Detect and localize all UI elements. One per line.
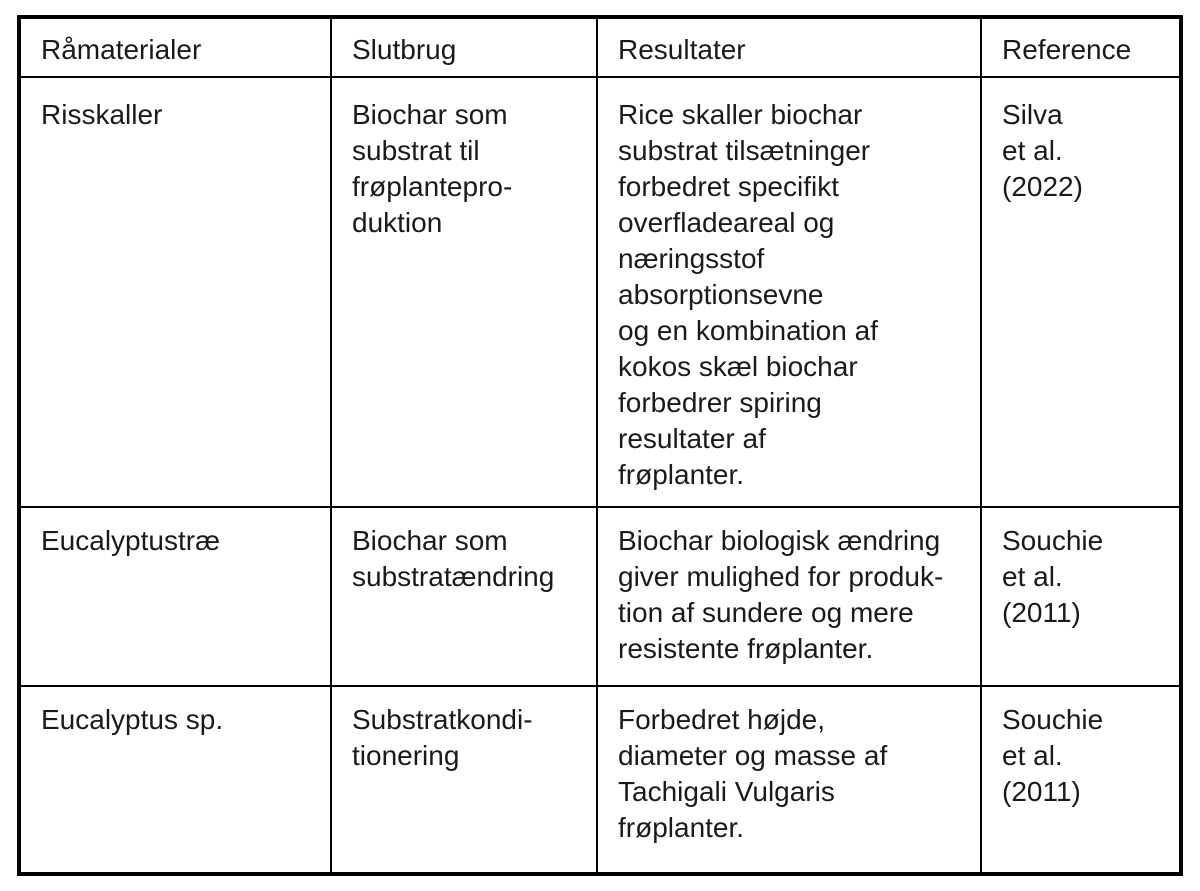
cell-line: Biochar som [352,99,508,130]
cell-line: diameter og masse af [618,740,888,771]
cell-line: resistente frøplanter. [618,633,874,664]
cell-end-use [331,77,597,507]
cell-reference [981,507,1179,686]
cell-line: Silva [1002,99,1063,130]
cell-line: tionering [352,740,460,771]
cell-line: absorptionsevne [618,279,824,310]
cell-line: overfladeareal og [618,207,835,238]
table-header-row [21,19,1179,77]
cell-line: substrat tilsætninger [618,135,871,166]
header-end-use: Slutbrug [331,19,597,77]
cell-raw-material [21,507,331,686]
cell-line: frøplantepro- [352,171,513,202]
cell-line: (2022) [1002,171,1083,202]
header-raw-material: Råmaterialer [21,19,331,77]
cell-line: Biochar som [352,525,508,556]
cell-results [597,686,981,876]
header-results: Resultater [597,19,981,77]
cell-raw-material [21,686,331,876]
cell-line: resultater af [618,423,766,454]
cell-line: et al. [1002,561,1063,592]
table-row [21,507,1179,686]
cell-line: Eucalyptus sp. [41,704,224,735]
data-table-frame [17,15,1183,876]
cell-line: giver mulighed for produk- [618,561,944,592]
cell-end-use [331,686,597,876]
table-row [21,686,1179,876]
table-row [21,77,1179,507]
cell-line: Biochar biologisk ændring [618,525,941,556]
cell-line: forbedret specifikt [618,171,839,202]
header-reference: Reference [981,19,1179,77]
cell-line: Tachigali Vulgaris [618,776,835,807]
cell-line: duktion [352,207,443,238]
cell-line: forbedrer spiring [618,387,822,418]
cell-line: frøplanter. [618,459,745,490]
cell-line: næringsstof [618,243,765,274]
cell-line: frøplanter. [618,812,745,843]
cell-line: Souchie [1002,525,1104,556]
cell-line: substrat til [352,135,480,166]
cell-line: tion af sundere og mere [618,597,914,628]
cell-results [597,77,981,507]
cell-line: substratændring [352,561,555,592]
cell-line: et al. [1002,740,1063,771]
cell-raw-material [21,77,331,507]
cell-line: kokos skæl biochar [618,351,858,382]
cell-line: (2011) [1002,776,1081,807]
cell-line: (2011) [1002,597,1081,628]
cell-reference [981,77,1179,507]
cell-line: Forbedret højde, [618,704,825,735]
cell-results [597,507,981,686]
data-table [21,19,1179,876]
cell-line: Substratkondi- [352,704,533,735]
cell-reference [981,686,1179,876]
cell-line: Eucalyptustræ [41,525,220,556]
cell-line: Souchie [1002,704,1104,735]
cell-line: og en kombination af [618,315,878,346]
cell-end-use [331,507,597,686]
cell-line: Risskaller [41,99,163,130]
cell-line: et al. [1002,135,1063,166]
cell-line: Rice skaller biochar [618,99,863,130]
